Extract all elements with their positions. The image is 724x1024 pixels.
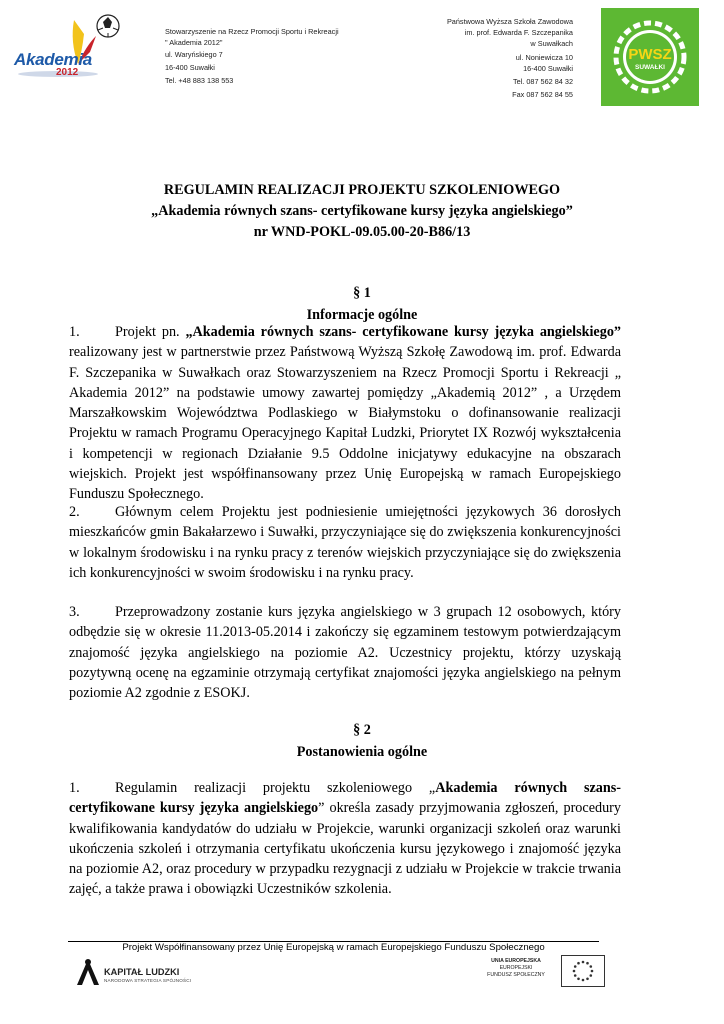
paragraph-text: ” określa zasady przyjmowania zgłoszeń, procedury kwalifikowania kandydatów do udziału w Projekcie, warunki organizacji szkoleń oraz warunki ukończenia szkoleń i otrzymania certyfikatu ukończenia kursu językowego i znajomość języka na poziomie A2, oraz procedury w przypadku rezygnacji z udziału w Projekcie w trakcie trwania zajęć, a także prawa i obowiązki Uczestników szkolenia. [69, 800, 621, 898]
section-1-header [60, 283, 664, 326]
university-name: Państwowa Wyższa Szkoła Zawodowa [446, 17, 573, 26]
eu-line-2: EUROPEJSKI [499, 965, 533, 971]
akademia-logo [12, 12, 137, 82]
section-1-paragraph-2 [69, 502, 621, 583]
paragraph-number: 3. [69, 604, 80, 620]
title-line-1: REGULAMIN REALIZACJI PROJEKTU SZKOLENIOWEGO [163, 182, 561, 198]
section-2-paragraph-1 [69, 778, 621, 900]
section-2-header [60, 720, 664, 763]
university-phone: Tel. 087 562 84 32 [512, 77, 573, 87]
paragraph-number: 2. [69, 504, 80, 520]
kapital-ludzki-subtitle: NARODOWA STRATEGIA SPÓJNOŚCI [104, 978, 192, 983]
footer-cofinancing-text: Projekt Współfinansowany przez Unię Europejską w ramach Europejskiego Funduszu Społecznego [122, 942, 545, 953]
eu-text-block [478, 958, 554, 979]
section-1-paragraph-1 [69, 322, 621, 505]
eu-line-1: UNIA EUROPEJSKA [491, 958, 541, 964]
eu-flag [561, 955, 605, 987]
eu-stars-icon [562, 956, 604, 986]
association-name: Stowarzyszenie na Rzecz Promocji Sportu i Rekreacji [165, 27, 339, 36]
title-line-2: „Akademia równych szans- certyfikowane kursy języka angielskiego” [151, 203, 573, 219]
eu-line-3: FUNDUSZ SPOŁECZNY [487, 972, 545, 978]
association-city: 16-400 Suwałki [165, 62, 215, 72]
university-city: 16-400 Suwałki [523, 63, 573, 73]
kapital-ludzki-title: KAPITAŁ LUDZKI [104, 967, 180, 977]
section-1-number: § 1 [353, 285, 371, 301]
document-title [60, 180, 664, 243]
kapital-ludzki-icon [74, 958, 102, 988]
university-fax: Fax 087 562 84 55 [512, 90, 573, 100]
pwsz-logo-text: PWSZ [628, 46, 672, 63]
title-line-3: nr WND-POKL-09.05.00-20-B86/13 [253, 224, 471, 240]
section-2-number: § 2 [353, 722, 371, 738]
project-name-bold: „Akademia równych szans- certyfikowane kursy języka angielskiego” [185, 324, 622, 340]
paragraph-lead: Projekt pn. [115, 324, 186, 340]
association-street: ul. Waryńskiego 7 [165, 49, 223, 59]
paragraph-number: 1. [69, 780, 80, 796]
paragraph-number: 1. [69, 324, 80, 340]
paragraph-text: realizowany jest w partnerstwie przez Państwową Wyższą Szkołę Zawodową im. prof. Edwarda F. Szczepanika w Suwałkach oraz Stowarzyszeniem na Rzecz Promocji Sportu i Rekreacji „ Akademia 2012” na podstawie umowy zawartej pomiędzy „Akademią 2012” , a Urzędem Marszałkowskim Województwa Podlaskiego w Białymstoku o dofinansowanie realizacji Projektu w ramach Programu Operacyjnego Kapitał Ludzki, Priorytet IX Rozwój wykształcenia i kompetencji w regionach Działanie 9.5 Oddolne inicjatywy edukacyjne na obszarach wiejskich. Projekt jest współfinansowany przez Unię Europejską w ramach Europejskiego Funduszu Społecznego. [69, 344, 621, 503]
akademia-logo-word: Akademia [14, 50, 92, 69]
kapital-ludzki-logo [74, 958, 102, 988]
pwsz-logo [601, 8, 699, 106]
paragraph-text: Głównym celem Projektu jest podniesienie umiejętności językowych 36 dorosłych mieszkańców gmin Bakałarzewo i Suwałki, przyczyniające się do zwiększenia konkurencyjności w lokalnym środowisku i na rynku pracy z terenów wiejskich przyczyniające się do zwiększenia ich konkurencyjności w swoim środowisku i na rynku pracy. [69, 504, 621, 581]
association-short-name: " Akademia 2012" [165, 38, 223, 48]
association-phone: Tel. +48 883 138 553 [165, 76, 234, 86]
pwsz-logo-subtext: SUWAŁKI [635, 64, 665, 71]
university-contact [405, 16, 573, 100]
section-2-heading: Postanowienia ogólne [296, 744, 428, 760]
association-contact [165, 26, 385, 86]
paragraph-lead: Regulamin realizacji projektu szkoleniowego „ [115, 780, 436, 796]
akademia-logo-year: 2012 [56, 67, 79, 78]
section-1-paragraph-3 [69, 602, 621, 703]
university-street: ul. Noniewicza 10 [515, 52, 573, 62]
paragraph-text: Przeprowadzony zostanie kurs języka angielskiego w 3 grupach 12 osobowych, który odbędzie się w okresie 11.2013-05.2014 i zakończy się egzaminem testowym potwierdzającym znajomość języka angielskiego na poziomie A2. Uczestnicy projektu, którzy uzyskają pozytywną ocenę na egzaminie otrzymają certyfikat znajomości języka angielskiego na pełnym poziomie A2 zgodnie z ESOKJ. [69, 604, 621, 702]
university-town: w Suwałkach [530, 39, 573, 49]
university-patron: im. prof. Edwarda F. Szczepanika [464, 28, 573, 38]
section-1-heading: Informacje ogólne [306, 307, 418, 323]
project-name-bold: Akademia równych szans- certyfikowane kursy języka angielskiego [69, 780, 621, 817]
